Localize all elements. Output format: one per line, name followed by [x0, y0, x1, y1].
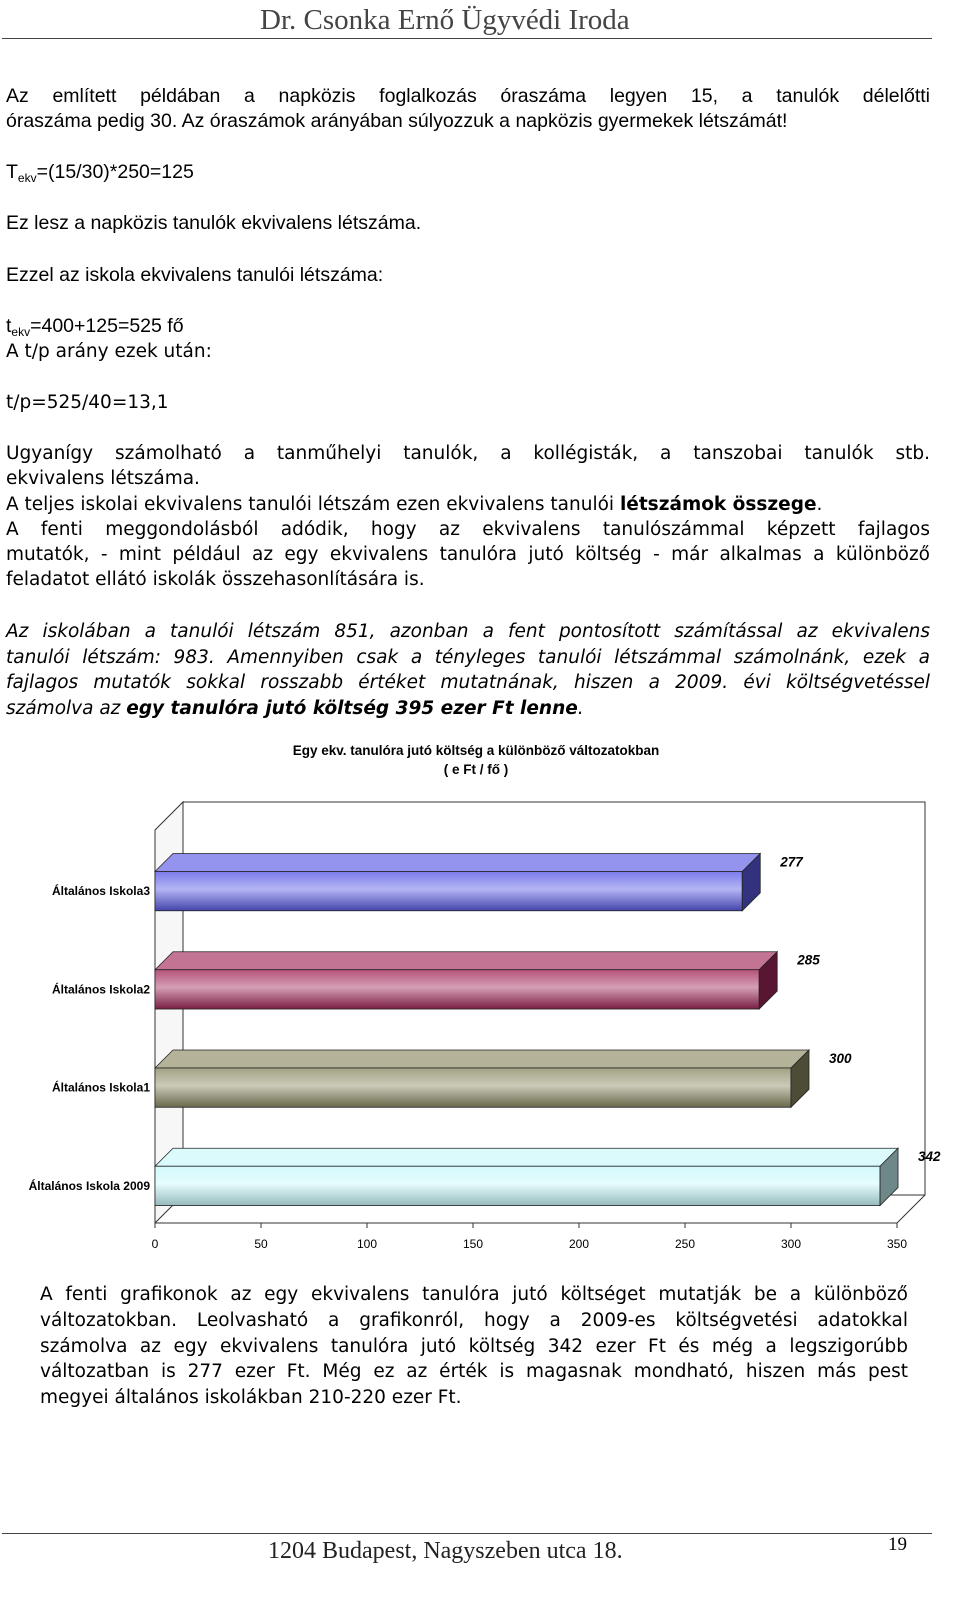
chart-subtitle: ( e Ft / fő ) — [443, 762, 509, 777]
bar-top-face — [155, 1148, 898, 1166]
data-label: 342 — [918, 1149, 941, 1165]
x-tick-label: 350 — [886, 1237, 908, 1251]
paragraph-similar-line2: ekvivalens létszáma. — [6, 468, 200, 489]
chart-title: Egy ekv. tanulóra jutó költség a különböző változatokban — [292, 743, 660, 758]
paragraph-school-count-line4 — [6, 696, 930, 722]
x-tick-label: 50 — [254, 1237, 268, 1251]
header-rule — [2, 38, 932, 39]
bar — [155, 1068, 791, 1107]
paragraph-chart-summary-line2: változatokban. Leolvasható a grafikonról, hogy a 2009-es költségvetési adatokkal — [40, 1310, 908, 1331]
footer-address: 1204 Budapest, Nagyszeben utca 18. — [268, 1538, 623, 1564]
data-label: 300 — [829, 1050, 852, 1066]
formula-subscript: ekv — [11, 325, 31, 339]
paragraph-consideration-line3: feladatot ellátó iskolák összehasonlítására is. — [6, 569, 425, 590]
bold-text: létszámok összege — [619, 494, 817, 515]
paragraph-chart-summary-line3: számolva az egy ekvivalens tanulóra jutó költség 342 ezer Ft és még a legszigorúbb — [40, 1336, 908, 1357]
paragraph-consideration-line2: mutatók, - mint például az egy ekvivalens tanulóra jutó költség - már alkalmas a különböző — [6, 544, 930, 565]
x-tick-label: 150 — [462, 1237, 484, 1251]
formula-symbol: t — [6, 315, 12, 337]
data-label: 285 — [797, 952, 820, 968]
y-tick-label: Általános Iskola3 — [51, 884, 150, 899]
paragraph-napkozis-result: Ez lesz a napközis tanulók ekvivalens létszáma. — [6, 212, 422, 234]
bar — [155, 1166, 880, 1205]
bar — [155, 871, 742, 910]
formula-expression: =400+125=525 fő — [30, 315, 184, 337]
bold-text: egy tanulóra jutó költség 395 ezer Ft lenne — [126, 698, 578, 719]
formula-total — [6, 314, 930, 340]
bar — [155, 970, 759, 1009]
paragraph-chart-summary-line4: változatban is 277 ezer Ft. Még ez az érték is magasnak mondható, hiszen más pest — [40, 1361, 908, 1382]
text-span: számolva az — [6, 698, 127, 719]
paragraph-chart-summary-line1: A fenti grafikonok az egy ekvivalens tanulóra jutó költséget mutatják be a különböző — [40, 1284, 908, 1305]
paragraph-school-equivalent: Ezzel az iskola ekvivalens tanulói létszáma: — [6, 264, 384, 286]
text-span: . — [816, 494, 823, 515]
paragraph-total-equivalent — [6, 492, 930, 518]
x-tick-label: 250 — [674, 1237, 696, 1251]
y-tick-label: Általános Iskola 2009 — [28, 1178, 150, 1193]
formula-expression: =(15/30)*250=125 — [36, 161, 194, 183]
paragraph-example-line1: Az említett példában a napközis foglalkozás óraszáma legyen 15, a tanulók délelőtti — [6, 85, 930, 107]
paragraph-similar-line1: Ugyanígy számolható a tanműhelyi tanulók, a kollégisták, a tanszobai tanulók stb. — [6, 443, 930, 464]
x-tick-label: 300 — [780, 1237, 802, 1251]
page-number: 19 — [888, 1534, 907, 1555]
bar-top-face — [155, 952, 777, 970]
formula-symbol: T — [6, 161, 18, 183]
paragraph-school-count-line3: fajlagos mutatók sokkal rosszabb értéket mutatnának, hiszen a 2009. évi költségvetéssel — [6, 672, 930, 693]
paragraph-consideration-line1: A fenti meggondolásból adódik, hogy az ekvivalens tanulószámmal képzett fajlagos — [6, 519, 930, 540]
y-tick-label: Általános Iskola1 — [51, 1080, 150, 1095]
header-title: Dr. Csonka Ernő Ügyvédi Iroda — [260, 4, 630, 36]
paragraph-school-count-line2: tanulói létszám: 983. Amennyiben csak a tényleges tanulói létszámmal számolnánk, ezek a — [6, 647, 930, 668]
paragraph-example-line2: óraszáma pedig 30. Az óraszámok arányában súlyozzuk a napközis gyermekek létszámát! — [6, 110, 788, 132]
y-tick-label: Általános Iskola2 — [51, 982, 150, 997]
x-tick-label: 100 — [356, 1237, 378, 1251]
x-tick-label: 0 — [151, 1237, 159, 1251]
bar-top-face — [155, 853, 760, 871]
data-label: 277 — [780, 854, 803, 870]
formula-subscript: ekv — [17, 171, 37, 185]
paragraph-school-count-line1: Az iskolában a tanulói létszám 851, azonban a fent pontosított számítással az ekvivalens — [6, 621, 930, 642]
bar-top-face — [155, 1050, 809, 1068]
footer-rule — [2, 1533, 932, 1534]
formula-tp: t/p=525/40=13,1 — [6, 392, 169, 413]
text-span: A teljes iskolai ekvivalens tanulói létszám ezen ekvivalens tanulói — [6, 494, 620, 515]
x-tick-label: 200 — [568, 1237, 590, 1251]
paragraph-tp-ratio: A t/p arány ezek után: — [6, 341, 212, 362]
chart-axis-depth-line — [897, 1195, 925, 1223]
formula-napkozis — [6, 160, 930, 186]
paragraph-chart-summary-line5: megyei általános iskolákban 210-220 ezer Ft. — [40, 1387, 462, 1408]
text-span: . — [577, 698, 584, 719]
cost-per-student-chart — [0, 730, 960, 1270]
